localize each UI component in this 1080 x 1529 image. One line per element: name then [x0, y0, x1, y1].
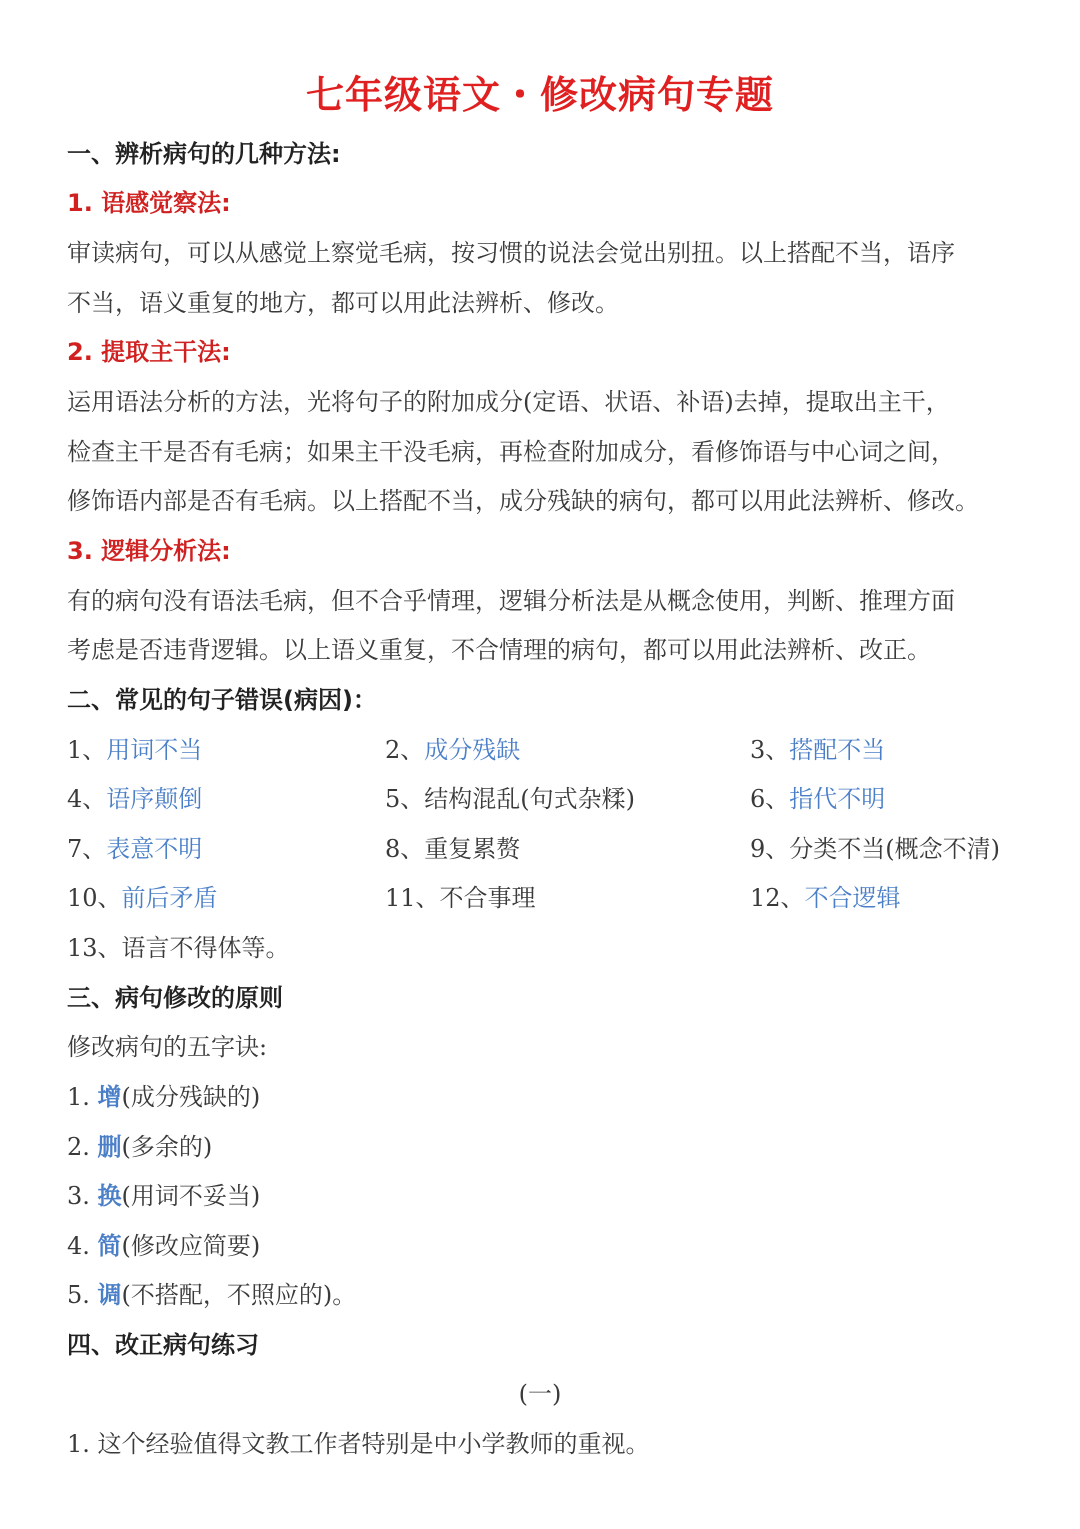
- section-heading-practice: 四、改正病句练习: [67, 1331, 259, 1359]
- principle-number: 2.: [67, 1133, 98, 1161]
- error-type-8: [385, 834, 520, 864]
- error-type-number: 6、: [750, 785, 790, 813]
- page-title: 七年级语文・修改病句专题: [305, 73, 774, 117]
- method-1-text-line-2: 不当，语义重复的地方，都可以用此法辨析、修改。: [67, 289, 619, 317]
- error-type-label: 语序颠倒: [106, 785, 203, 813]
- principles-intro: 修改病句的五字诀:: [67, 1033, 268, 1061]
- error-type-12: [750, 883, 901, 913]
- method-title-3: 3. 逻辑分析法:: [67, 537, 231, 565]
- error-type-7: [67, 834, 202, 864]
- error-type-number: 9、: [750, 835, 790, 863]
- principle-description: (用词不妥当): [121, 1182, 261, 1210]
- error-type-number: 5、: [385, 785, 425, 813]
- error-type-label: 搭配不当: [789, 736, 886, 764]
- practice-question-1: 1. 这个经验值得文教工作者特别是中小学教师的重视。: [67, 1430, 650, 1458]
- error-type-label: 表意不明: [106, 835, 203, 863]
- principle-number: 1.: [67, 1083, 98, 1111]
- error-type-number: 12、: [750, 884, 805, 912]
- error-type-label: 不合事理: [439, 884, 536, 912]
- error-type-4: [67, 784, 202, 814]
- method-title-1: 1. 语感觉察法:: [67, 189, 231, 217]
- principle-item-3: [67, 1181, 260, 1211]
- error-type-10: [67, 883, 218, 913]
- principle-number: 5.: [67, 1281, 98, 1309]
- section-heading-principles: 三、病句修改的原则: [67, 984, 283, 1012]
- error-type-label: 分类不当(概念不清): [789, 835, 1001, 863]
- error-type-9: [750, 834, 1000, 864]
- error-type-label: 不合逻辑: [804, 884, 901, 912]
- error-type-number: 1、: [67, 736, 107, 764]
- error-type-number: 8、: [385, 835, 425, 863]
- method-3-text-line-1: 有的病句没有语法毛病，但不合乎情理，逻辑分析法是从概念使用，判断、推理方面: [67, 587, 955, 615]
- error-type-6: [750, 784, 885, 814]
- section-heading-errors: 二、常见的句子错误(病因)：: [67, 686, 377, 714]
- principle-description: (不搭配，不照应的)。: [121, 1281, 357, 1309]
- principle-item-2: [67, 1132, 212, 1162]
- section-heading-methods: 一、辨析病句的几种方法:: [67, 140, 341, 168]
- error-type-number: 11、: [385, 884, 440, 912]
- error-type-number: 10、: [67, 884, 122, 912]
- principle-item-1: [67, 1082, 260, 1112]
- principle-description: (多余的): [121, 1133, 213, 1161]
- principle-item-4: [67, 1231, 260, 1261]
- error-type-label: 用词不当: [106, 736, 203, 764]
- method-2-text-line-2: 检查主干是否有毛病；如果主干没毛病，再检查附加成分，看修饰语与中心词之间，: [67, 438, 955, 466]
- error-type-3: [750, 735, 885, 765]
- error-type-label: 前后矛盾: [121, 884, 218, 912]
- error-type-11: [385, 883, 536, 913]
- principle-number: 4.: [67, 1232, 98, 1260]
- method-title-2: 2. 提取主干法:: [67, 338, 231, 366]
- error-type-2: [385, 735, 520, 765]
- principle-description: (成分残缺的): [121, 1083, 261, 1111]
- method-2-text-line-3: 修饰语内部是否有毛病。以上搭配不当，成分残缺的病句，都可以用此法辨析、修改。: [67, 487, 979, 515]
- principle-number: 3.: [67, 1182, 98, 1210]
- error-type-label: 重复累赘: [424, 835, 521, 863]
- principle-keyword: 简: [97, 1232, 122, 1260]
- error-type-number: 3、: [750, 736, 790, 764]
- practice-part-label: (一): [518, 1380, 562, 1408]
- error-type-label: 指代不明: [789, 785, 886, 813]
- method-2-text-line-1: 运用语法分析的方法，光将句子的附加成分(定语、状语、补语)去掉，提取出主干，: [67, 388, 950, 416]
- principle-item-5: [67, 1280, 356, 1310]
- error-type-5: [385, 784, 635, 814]
- error-type-1: [67, 735, 202, 765]
- error-type-label: 结构混乱(句式杂糅): [424, 785, 636, 813]
- error-type-number: 7、: [67, 835, 107, 863]
- error-type-number: 4、: [67, 785, 107, 813]
- error-type-13: 13、语言不得体等。: [67, 934, 290, 962]
- principle-keyword: 换: [97, 1182, 122, 1210]
- method-3-text-line-2: 考虑是否违背逻辑。以上语义重复，不合情理的病句，都可以用此法辨析、改正。: [67, 636, 931, 664]
- principle-keyword: 删: [97, 1133, 122, 1161]
- method-1-text-line-1: 审读病句，可以从感觉上察觉毛病，按习惯的说法会觉出别扭。以上搭配不当，语序: [67, 239, 955, 267]
- principle-keyword: 增: [97, 1083, 122, 1111]
- principle-description: (修改应简要): [121, 1232, 261, 1260]
- principle-keyword: 调: [97, 1281, 122, 1309]
- error-type-label: 成分残缺: [424, 736, 521, 764]
- error-type-number: 2、: [385, 736, 425, 764]
